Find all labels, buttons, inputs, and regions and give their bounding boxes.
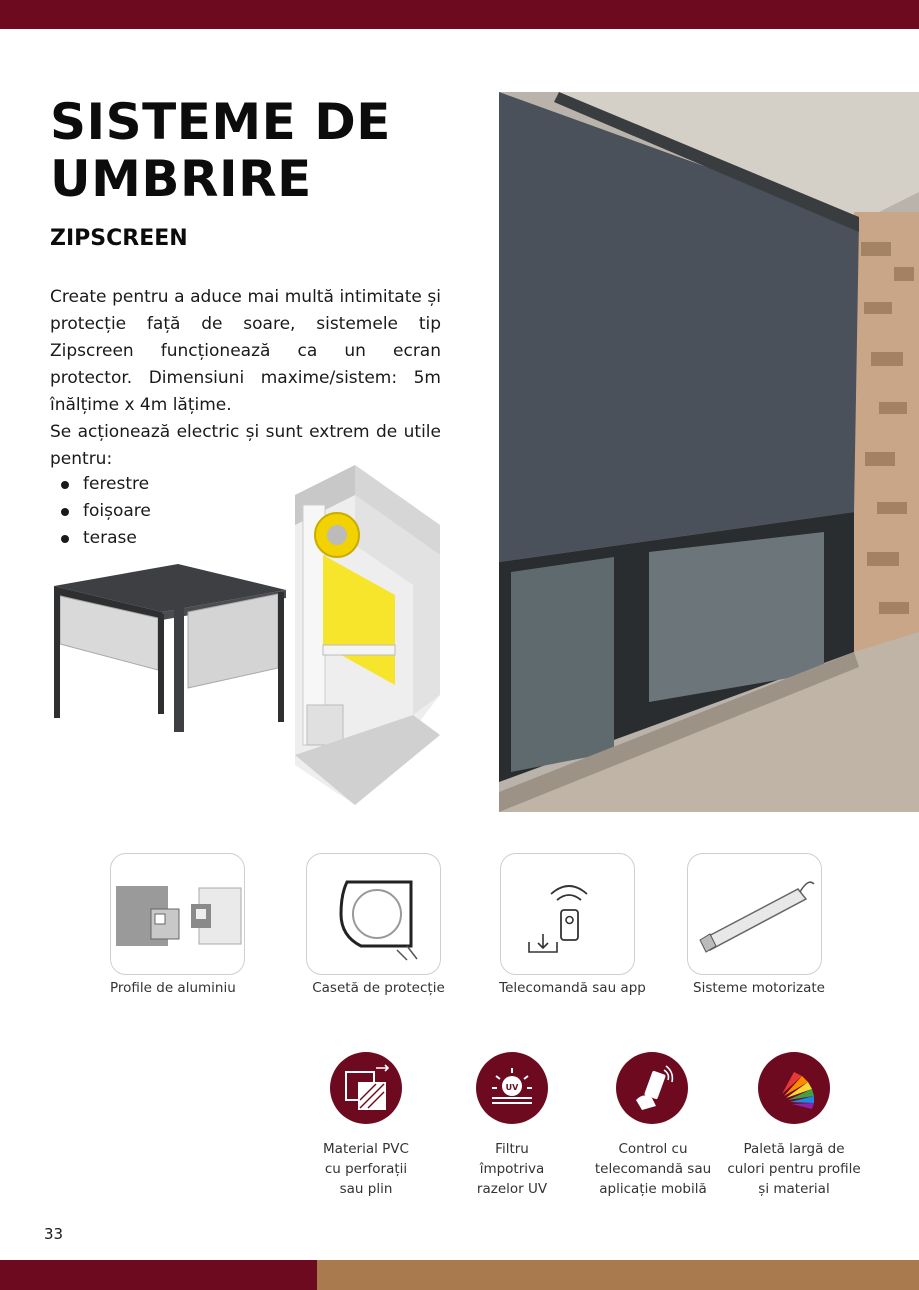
benefit-label-line: Control cu	[618, 1141, 688, 1157]
aluminium-profile-icon	[111, 854, 245, 975]
benefit-label	[588, 1139, 718, 1199]
benefit-label	[724, 1139, 864, 1199]
benefit-badge-control	[616, 1052, 688, 1124]
feature-label: Telecomandă sau app	[499, 980, 646, 996]
title-line-1: SISTEME DE	[50, 93, 391, 151]
pergola-illustration	[50, 560, 290, 740]
feature-label: Profile de aluminiu	[110, 980, 236, 996]
benefit-label-line: Filtru	[495, 1141, 529, 1157]
zipscreen-installation-photo	[499, 92, 919, 812]
benefit-badge-uv	[476, 1052, 548, 1124]
usage-item: ferestre	[58, 471, 151, 498]
benefit-badge-colors	[758, 1052, 830, 1124]
bottom-brand-bar	[0, 1260, 317, 1290]
feature-label: Sisteme motorizate	[693, 980, 825, 996]
usage-item: foișoare	[58, 498, 151, 525]
page-title	[50, 94, 480, 208]
title-line-2: UMBRIRE	[50, 150, 312, 208]
benefit-label	[460, 1139, 564, 1199]
feature-tile-box	[306, 853, 441, 975]
page-subtitle: ZIPSCREEN	[50, 226, 188, 251]
description	[50, 284, 441, 473]
benefit-label-line: culori pentru profile	[727, 1161, 861, 1177]
cassette-cutaway-illustration	[295, 465, 440, 805]
uv-filter-icon	[476, 1052, 548, 1124]
feature-tile-remote	[500, 853, 635, 975]
benefit-label-line: și material	[758, 1181, 830, 1197]
usage-list	[58, 471, 151, 552]
remote-control-icon	[501, 854, 635, 975]
benefit-label-line: împotriva	[479, 1161, 545, 1177]
color-palette-icon	[758, 1052, 830, 1124]
benefit-label-line: Paletă largă de	[743, 1141, 845, 1157]
pvc-material-icon	[330, 1052, 402, 1124]
motor-icon	[688, 854, 822, 975]
benefit-badge-pvc	[330, 1052, 402, 1124]
feature-label: Casetă de protecție	[312, 980, 445, 996]
benefit-label-line: telecomandă sau	[594, 1161, 712, 1177]
top-brand-bar	[0, 0, 919, 29]
benefit-label	[308, 1139, 424, 1199]
bottom-accent-bar	[317, 1260, 919, 1290]
feature-tile-aluminium	[110, 853, 245, 975]
mobile-control-icon	[616, 1052, 688, 1124]
description-paragraph-1: Create pentru a aduce mai multă intimitate și protecție față de soare, sistemele tip Zipscreen funcționează ca un ecran protector. Dimensiuni maxime/sistem: 5m înălțime x 4m lățime.	[50, 287, 441, 415]
benefit-label-line: Material PVC	[323, 1141, 409, 1157]
page-number: 33	[44, 1225, 64, 1243]
benefit-label-line: razelor UV	[476, 1181, 548, 1197]
benefit-label-line: sau plin	[339, 1181, 393, 1197]
feature-tile-motor	[687, 853, 822, 975]
protection-box-icon	[307, 854, 441, 975]
benefit-label-line: cu perforații	[324, 1161, 408, 1177]
description-paragraph-2: Se acționează electric și sunt extrem de utile pentru:	[50, 422, 441, 469]
svg-text:UV: UV	[505, 1083, 519, 1092]
usage-item: terase	[58, 525, 151, 552]
benefit-label-line: aplicație mobilă	[599, 1181, 707, 1197]
